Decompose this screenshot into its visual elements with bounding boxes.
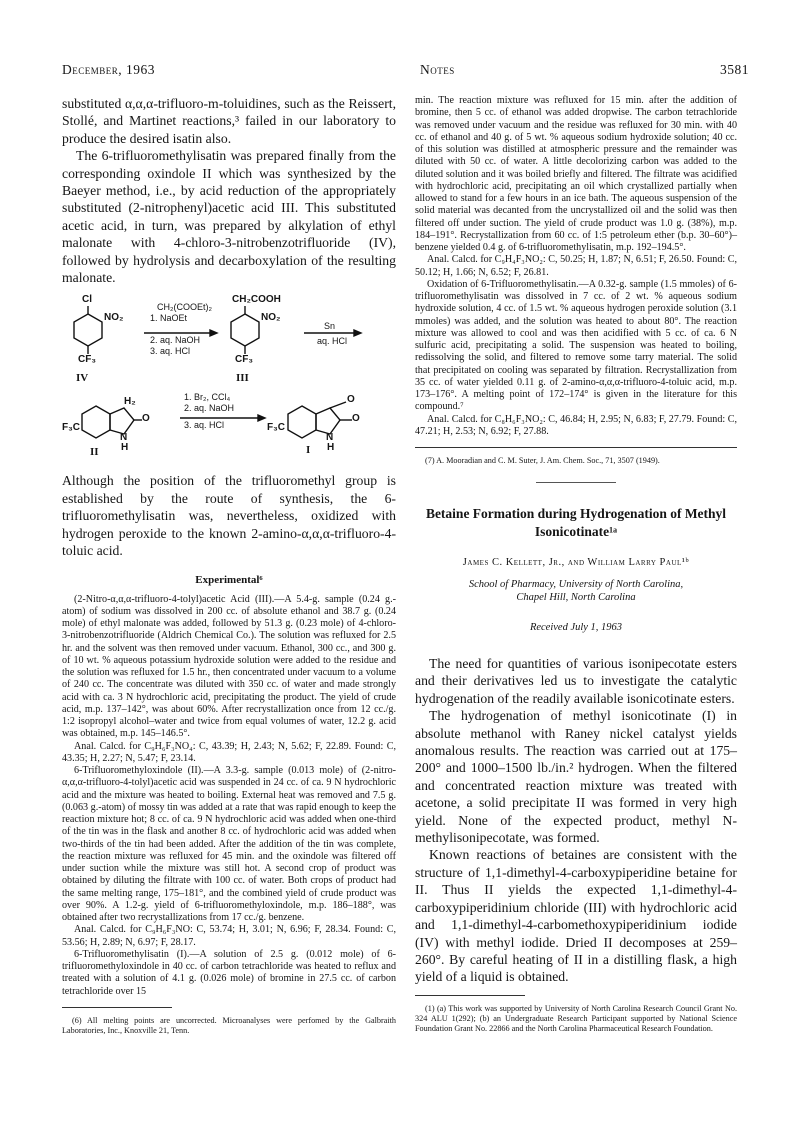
right-column	[415, 95, 737, 1034]
scheme-o-i-bottom: O	[352, 413, 360, 425]
synthesis-scheme	[62, 296, 396, 464]
affiliation-line-1: School of Pharmacy, University of North Carolina,	[468, 579, 684, 590]
running-header-section: Notes	[420, 62, 455, 77]
footnote-6: (6) All melting points are uncorrected. Microanalyses were perfomed by the Galbraith Laboratories, Inc., Knoxville 21, Tenn.	[62, 1015, 396, 1035]
experimental-ii: 6-Trifluoromethyloxindole (II).—A 3.3-g. sample (0.013 mole) of (2-nitro-α,α,α-trifluoro-4-tolyl)acetic acid was suspended in 24 cc. of ca. 9 N hydrochloric acid and the mixture was heated to boiling. External heat was removed and 7.5 g. (0.063 g.-atom) of mossy tin was added at a rate that was rapid enough to keep the reaction mixture hot; 8 cc. of ca. 9 N hydrochloric acid was added when one-third of the tin was in the flask and another 8 cc. of hydrochloric acid was added when two-thirds of the tin had been added. After the addition of the tin was complete, the reaction mixture was refluxed for 45 min. and the oxindole was filtered off under suction while the mixture was still hot. A second crop of product was obtained by diluting the filtrate with 100 cc. of water. Both crops of product had the same melting range, 175–181°, and the combined yield of crude product was over 90%. A 1.2-g. yield of 6-trifluoromethyloxindole, m.p. 186–188°, was obtained after two recrystallizations from 17 cc./g. benzene.	[62, 765, 396, 923]
oxidation-paragraph: Oxidation of 6-Trifluoromethylisatin.—A 0.32-g. sample (1.5 mmoles) of 6-trifluoromethylisatin was dissolved in 7 cc. of 2 wt. % aqueous sodium hydroxide solution, 4 cc. of 1.5 wt. % aqueous hydrogen peroxide solution (3.1 mmoles) was added, and the solution was heated to about 80°. The reaction mixture was allowed to cool and was then acidified with 5 cc. of ca. 6 N sulfuric acid, precipitating a solid. The suspension was heated to boiling, redissolving the solid, and filtered to remove some tarry material. The solid that precipitated on cooling was separated by filtration. Recrystallization from 35 cc. of water yielded 0.11 g. of 2-amino-α,α,α-trifluoro-4-toluic acid, m.p. 173–176°. A melting point of 172–174° is given in the literature for this compound.⁷	[415, 278, 737, 413]
scheme-cf3-iv: CF₃	[78, 354, 96, 366]
scheme-f3c-ii: F₃C	[62, 422, 80, 434]
scheme-no2-iii: NO₂	[261, 312, 281, 324]
footnote-1: (1) (a) This work was supported by University of North Carolina Research Council Grant No. 324 ALU 1(292); (b) an Undergraduate Research Participant supported by National Science Foundation Grant No. 22866 and the North Carolina Pharmaceutical Research Foundation.	[415, 1003, 737, 1033]
footnote-rule	[62, 1007, 172, 1008]
received-date: Received July 1, 1963	[529, 622, 623, 633]
compound-label-iii: III	[236, 372, 249, 385]
scheme-o-ii: O	[142, 413, 150, 425]
compound-label-ii: II	[90, 446, 99, 459]
scheme-n-i: N	[326, 432, 334, 444]
scheme-ch2cooh: CH₂COOH	[232, 294, 281, 306]
page-number: 3581	[720, 62, 749, 77]
scheme-n-ii: N	[120, 432, 128, 444]
scheme-cl: Cl	[82, 294, 92, 306]
analysis-ii: Anal. Calcd. for C₉H₆F₃NO: C, 53.74; H, 3.01; N, 6.96; F, 28.34. Found: C, 53.56; H, 2.89; N, 6.97; F, 28.17.	[62, 924, 396, 948]
compound-label-i: I	[306, 444, 311, 457]
experimental-heading: Experimental⁶	[195, 573, 263, 586]
intro-paragraph-1: substituted α,α,α-trifluoro-m-toluidines, such as the Reissert, Stollé, and Martinet reactions,³ failed in our laboratory to produce the desired isatin also.	[62, 96, 396, 146]
footnote-rule-right	[415, 447, 737, 448]
reagent-2b: aq. HCl	[317, 336, 348, 347]
footnote-rule-right-2	[415, 995, 525, 996]
scheme-h2: H₂	[124, 396, 136, 408]
left-column	[62, 95, 396, 1036]
reagent-2a: Sn	[324, 321, 336, 332]
reagent-1b: 1. NaOEt	[150, 313, 188, 324]
body-paragraph-1: The need for quantities of various isonipecotate esters and their derivatives led us to investigate the catalytic hydrogenation of the readily available isonicotinate esters.	[415, 656, 737, 706]
scheme-f3c-i: F₃C	[267, 422, 285, 434]
scheme-o-i-top: O	[347, 394, 355, 406]
article-authors: James C. Kellett, Jr., and William Larry Paul¹ᵇ	[462, 557, 690, 568]
affiliation-line-2: Chapel Hill, North Carolina	[516, 592, 636, 603]
analysis-i: Anal. Calcd. for C₉H₄F₃NO₂: C, 50.25; H, 1.87; N, 6.51; F, 26.50. Found: C, 50.12; H, 1.66; N, 6.52; F, 26.81.	[415, 254, 737, 278]
analysis-toluic-acid: Anal. Calcd. for C₈H₆F₃NO₂: C, 46.84; H, 2.95; N, 6.83; F, 27.79. Found: C, 47.21; H, 2.53; N, 6.92; F, 27.88.	[415, 413, 737, 437]
article-separator	[536, 482, 616, 483]
reagent-1c: 2. aq. NaOH	[150, 335, 201, 346]
reagent-1a: CH₂(COOEt)₂	[157, 302, 212, 313]
reagent-3a: 1. Br₂, CCl₄	[184, 392, 231, 403]
footnote-7: (7) A. Mooradian and C. M. Suter, J. Am. Chem. Soc., 71, 3507 (1949).	[425, 456, 660, 465]
scheme-cf3-iii: CF₃	[235, 354, 253, 366]
body-paragraph-2: The hydrogenation of methyl isonicotinate (I) in absolute methanol with Raney nickel catalyst yields anomalous results. The reaction was carried out at 175–200° and 1000–1500 lb./in.² hydrogen. When the filtered and concentrated reaction mixture was treated with acetone, a solid precipitate II was formed in very high yield. None of the expected product, methyl N-methylisonipecotate, was formed.	[415, 708, 737, 846]
scheme-h-i: H	[327, 442, 335, 454]
scheme-h-ii: H	[121, 442, 129, 454]
reagent-3b: 2. aq. NaOH	[184, 403, 235, 414]
analysis-iii: Anal. Calcd. for C₉H₆F₃NO₄: C, 43.39; H, 2.43; N, 5.62; F, 22.89. Found: C, 43.35; H, 2.27; N, 5.47; F, 23.14.	[62, 740, 396, 764]
reagent-1d: 3. aq. HCl	[150, 346, 191, 357]
experimental-i-continued: min. The reaction mixture was refluxed for 15 min. after the addition of bromine, then 5 cc. of ethanol was added dropwise. The carbon tetrachloride was removed under vacuum and the residue was refluxed for 30 min. with 40 cc. of ethanol and 40 g. of 5 wt. % aqueous sodium hydroxide solution; 40 cc. of this solution was distilled at atmospheric pressure and the remainder was diluted with 50 cc. of water. A little decolorizing carbon was added to the diluted solution and it was boiled briefly and filtered. The filtrate was acidified with hydrochloric acid, precipitating an oil which crystallized partially when allowed to stand for a few hours in an ice bath. The aqueous suspension of the solid material was decanted from the uncrystallized oil and the solid was then filtered off under suction. The yield of crude product was 1.0 g. (38%), m.p. 184–191°. Recrystallization from 60 cc. of 1:5 petroleum ether (b.p. 30–60°)–benzene yielded 0.4 g. of 6-trifluoromethylisatin, m.p. 192–194.5°.	[415, 95, 737, 253]
reagent-3c: 3. aq. HCl	[184, 420, 225, 431]
scheme-no2-iv: NO₂	[104, 312, 124, 324]
intro-paragraph-2: The 6-trifluoromethylisatin was prepared finally from the corresponding oxindole II which was synthesized by the Baeyer method, i.e., by acid reduction of the appropriately substituted (2-nitrophenyl)acetic acid III. This substituted acetic acid, in turn, was prepared by alkylation of ethyl malonate with 4-chloro-3-nitrobenzotrifluoride (IV), followed by hydrolysis and decarboxylation of the resulting malonate.	[62, 148, 396, 286]
paragraph-3: Although the position of the trifluoromethyl group is established by the route of synthesis, the 6-trifluoromethylisatin was, nevertheless, oxidized with hydrogen peroxide to the known 2-amino-α,α,α-trifluoro-4-toluic acid.	[62, 473, 396, 559]
compound-label-iv: IV	[76, 372, 89, 385]
article-title: Betaine Formation during Hydrogenation of Methyl Isonicotinate¹ᵃ	[425, 506, 727, 539]
running-header-date: December, 1963	[62, 62, 156, 77]
experimental-i: 6-Trifluoromethylisatin (I).—A solution of 2.5 g. (0.012 mole) of 6-trifluoromethyloxindole in 40 cc. of carbon tetrachloride was heated to reflux and treated with a solution of 4.1 g. (0.026 mole) of bromine in 27.5 cc. of carbon tetrachloride over 15	[62, 948, 396, 997]
experimental-iii: (2-Nitro-α,α,α-trifluoro-4-tolyl)acetic Acid (III).—A 5.4-g. sample (0.24 g.-atom) of sodium was dissolved in 200 cc. of absolute ethanol and 38.7 g. (0.24 mole) of ethyl malonate was added, followed by 51.3 g. (0.23 mole) of 4-chloro-3-nitrobenzotrifluoride (Aldrich Chemical Co.). The solution was refluxed for 2.5 hr. and the solvent was then removed under vacuum. Ethanol, 300 cc., and 300 g. of 10 wt. % aqueous potassium hydroxide solution were added to the residue and the solution was refluxed for 1.5 hr., then concentrated under vacuum to a volume of 240 cc. The concentrate was diluted with 350 cc. of water and made strongly acid with ca. 3 N hydrochloric acid, precipitating the product. The yield of crude acid, m.p. 137–142°, was about 60%. After recrystallization once from 12 cc./g. 1:2 isopropyl alcohol–water and twice from equal volumes of water, 12.2 g. acid was obtained, m.p. 145–146.5°.	[62, 593, 396, 740]
body-paragraph-3: Known reactions of betaines are consistent with the structure of 1,1-dimethyl-4-carboxypiperidine betaine for II. Thus II yields the expected 1,1-dimethyl-4-carboxypiperidinium chloride (III) with hydrochloric acid and 1,1-dimethyl-4-carbomethoxypiperidinium iodide (IV) with methyl iodide. Dried II decomposes at 259–260°. By careful heating of II in a distilling flask, a high yield of a liquid is obtained.	[415, 847, 737, 985]
